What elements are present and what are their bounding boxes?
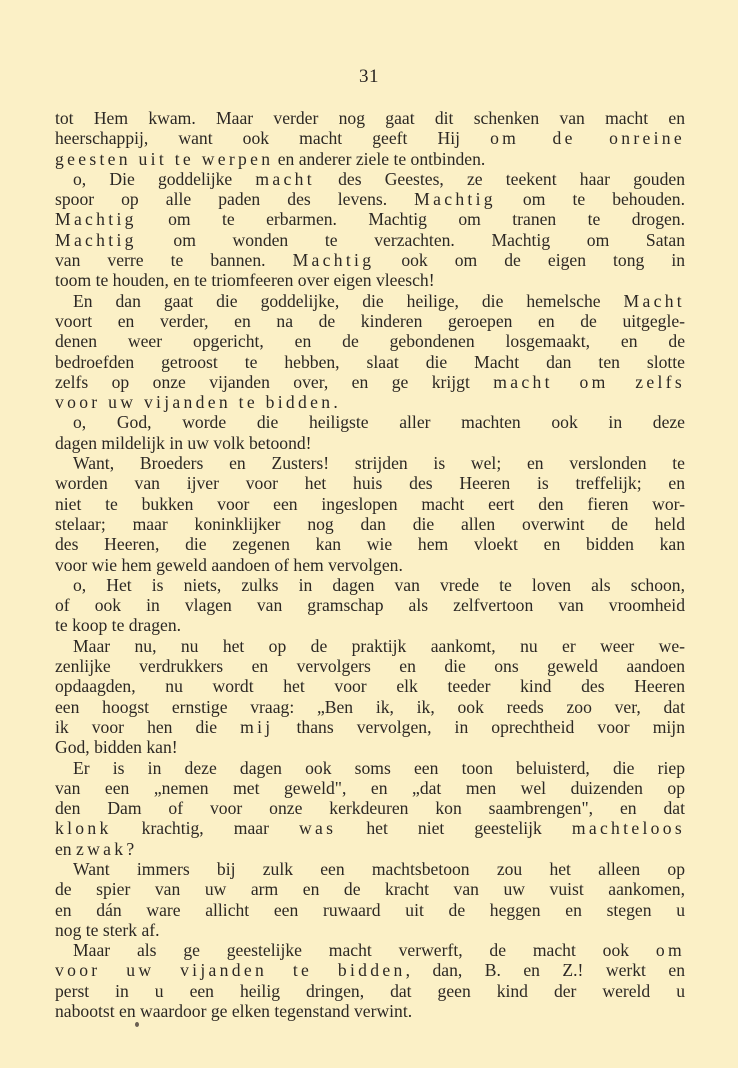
text-line: te koop te dragen. [55,615,182,636]
text-line: opdaagden, nu wordt het voor elk teeder kind des Heeren [55,676,685,697]
page-number: 31 [359,66,379,87]
text-line: Maar als ge geestelijke macht verwerft, de macht ook om [73,940,685,961]
emphasis-spaced: macht [255,168,315,189]
text-line: denen weer opgericht, en de gebondenen losgemaakt, en de [55,331,685,352]
text-line: voor uw vijanden te bidden. [55,392,338,413]
text-line: nog te sterk af. [55,919,160,940]
text-line: o, Het is niets, zulks in dagen van vrede te loven als schoon, [73,574,685,595]
emphasis-spaced: voor uw vijanden te bidden [55,960,406,981]
text-line: o, God, worde die heiligste aller machten ook in deze [73,412,685,433]
text-line: geesten uit te werpen en anderer ziele te ontbinden. [55,148,486,169]
ink-speck [135,1022,139,1027]
text-line: God, bidden kan! [55,737,178,758]
emphasis-spaced: mij [240,716,274,737]
text-line: spoor op alle paden des levens. Machtig om te behouden. [55,189,685,210]
text-line: zenlijke verdrukkers en vervolgers en die ons geweld aandoen [55,656,685,677]
text-line: tot Hem kwam. Maar verder nog gaat dit schenken van macht en [55,108,685,128]
text-line: stelaar; maar koninklijker nog dan die allen overwint de held [55,513,685,534]
text-line: Machtig om wonden te verzachten. Machtig om Satan [55,229,685,250]
text-line: heerschappij, want ook macht geeft Hij om de onreine [55,128,686,149]
text-line: voor wie hem geweld aandoen of hem vervolgen. [55,554,403,575]
text-line: Er is in deze dagen ook soms een toon beluisterd, die riep [73,757,685,778]
emphasis-spaced: klonk [55,818,112,839]
emphasis-spaced: Machtig [414,189,496,210]
text-line: Want immers bij zulk een machtsbetoon zou het alleen op [73,858,685,879]
text-line: Machtig om te erbarmen. Machtig om tranen te drogen. [55,209,685,230]
text-line: toom te houden, en te triomfeeren over eigen vleesch! [55,270,435,291]
emphasis-spaced: om [655,940,685,961]
text-line: voor uw vijanden te bidden, dan, B. en Z.! werkt en [55,960,686,981]
text-line: dagen mildelijk in uw volk betoond! [55,432,312,453]
text-line: een hoogst ernstige vraag: „Ben ik, ik, ook reeds zoo ver, dat [55,696,685,717]
body-text [55,108,685,1021]
text-line: bedroefden getroost te hebben, slaat die Macht dan ten slotte [55,351,685,372]
emphasis-spaced: macht om zelfs [493,371,685,392]
text-line: en dán ware allicht een ruwaard uit de heggen en stegen u [55,899,685,920]
text-line: den Dam of voor onze kerkdeuren kon saambrengen", en dat [55,798,685,819]
text-line: des Heeren, die zegenen kan wie hem vloekt en bidden kan [55,534,685,555]
text-line: zelfs op onze vijanden over, en ge krijgt macht om zelfs [55,371,685,392]
text-line: nabootst en waardoor ge elken tegenstand verwint. [55,1001,413,1022]
text-line: Want, Broeders en Zusters! strijden is wel; en verslonden te [73,453,685,474]
text-line: of ook in vlagen van gramschap als zelfvertoon van vroomheid [55,595,685,616]
text-line: En dan gaat die goddelijke, die heilige, die hemelsche Macht [73,290,685,311]
emphasis-spaced: om de onreine [490,128,686,149]
emphasis-spaced: Machtig [55,229,137,250]
emphasis-spaced: geesten uit te werpen [55,148,274,169]
text-line: voort en verder, en na de kinderen geroepen en de uitgegle- [55,310,685,331]
text-line: niet te bukken voor een ingeslopen macht eert den fieren wor- [55,493,685,514]
text-line: en zwak? [55,838,135,859]
text-line: van een „nemen met geweld", en „dat men wel duizenden op [55,777,685,798]
emphasis-spaced: was [299,818,337,839]
emphasis-spaced: Macht [623,290,685,311]
text-line: perst in u een heilig dringen, dat geen kind der wereld u [55,980,685,1001]
text-line: van verre te bannen. Machtig ook om de eigen tong in [55,250,686,271]
text-line: o, Die goddelijke macht des Geestes, ze teekent haar gouden [73,168,686,189]
emphasis-spaced: Machtig [55,209,137,230]
text-line: worden van ijver voor het huis des Heeren is treffelijk; en [55,473,685,494]
text-line: ik voor hen die mij thans vervolgen, in oprechtheid voor mijn [55,716,685,737]
emphasis-spaced: machteloos [571,818,685,839]
emphasis-spaced: voor uw vijanden te bidden [55,392,334,413]
text-line: Maar nu, nu het op de praktijk aankomt, nu er weer we- [73,635,685,656]
text-line: klonk krachtig, maar was het niet geestelijk machteloos [55,818,685,839]
emphasis-spaced: Machtig [292,250,375,271]
emphasis-spaced: zwak [76,838,127,859]
text-line: de spier van uw arm en de kracht van uw vuist aankomen, [55,879,685,900]
